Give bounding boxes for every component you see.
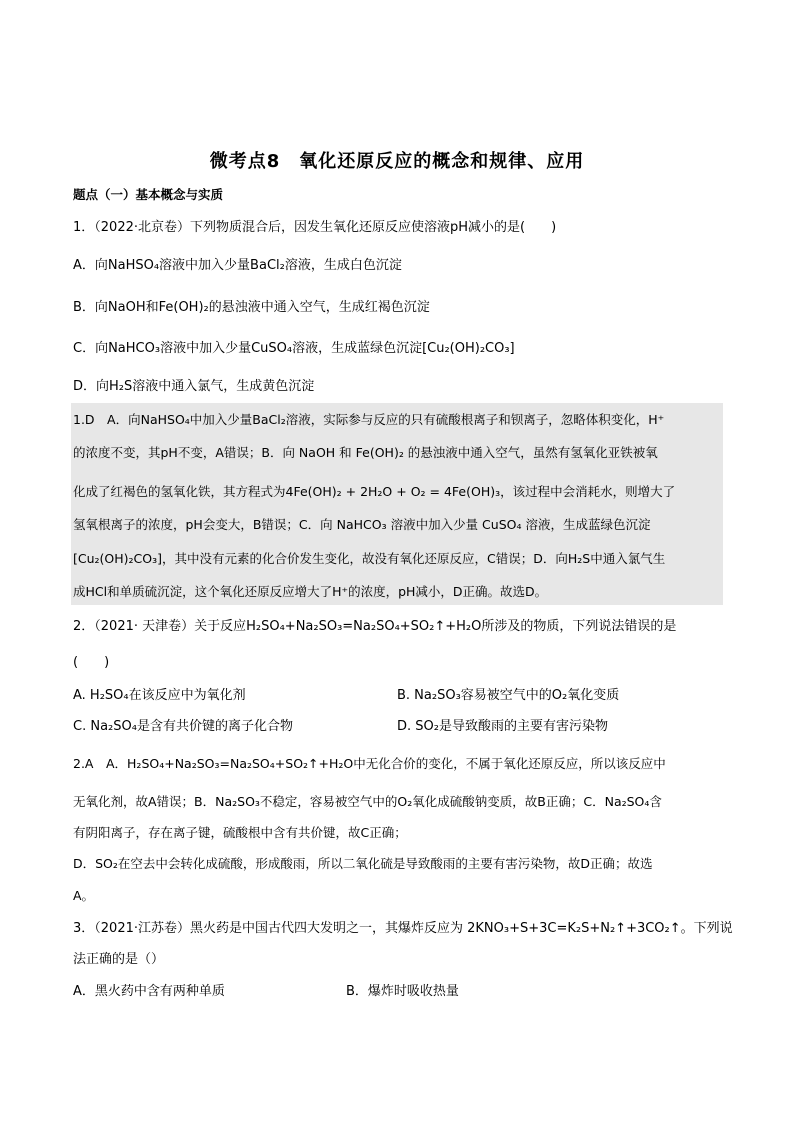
q2-option-d: D. SO₂是导致酸雨的主要有害污染物 bbox=[397, 719, 608, 734]
section-heading: 题点（一）基本概念与实质 bbox=[73, 187, 224, 202]
q2-option-a: A. H₂SO₄在该反应中为氧化剂 bbox=[73, 688, 246, 703]
q3-option-b: B．爆炸时吸收热量 bbox=[346, 984, 459, 999]
q1-stem: 1．（2022·北京卷）下列物质混合后，因发生氧化还原反应使溶液pH减小的是( ) bbox=[73, 220, 557, 235]
q3-option-a: A．黑火药中含有两种单质 bbox=[73, 984, 225, 999]
answer-1-line-3: 化成了红褐色的氢氧化铁，其方程式为4Fe(OH)₂ + 2H₂O + O₂ = 4Fe(OH)₃，该过程中会消耗水，则增大了 bbox=[73, 484, 676, 499]
answer-2-line-2: 无氧化剂，故A错误；B．Na₂SO₃不稳定，容易被空气中的O₂氧化成硫酸钠变质，故B正确；C．Na₂SO₄含 bbox=[73, 794, 662, 809]
q2-paren: ( ) bbox=[73, 655, 110, 670]
q1-option-d: D．向H₂S溶液中通入氯气，生成黄色沉淀 bbox=[73, 379, 315, 394]
q2-stem: 2．（2021· 天津卷）关于反应H₂SO₄+Na₂SO₃=Na₂SO₄+SO₂↑+H₂O所涉及的物质，下列说法错误的是 bbox=[73, 619, 677, 634]
answer-1-line-4: 氢氧根离子的浓度，pH会变大，B错误；C．向 NaHCO₃ 溶液中加入少量 CuSO₄ 溶液，生成蓝绿色沉淀 bbox=[73, 517, 651, 532]
answer-1-line-6: 成HCl和单质硫沉淀，这个氧化还原反应增大了H⁺的浓度，pH减小，D正确。故选D。 bbox=[73, 584, 548, 599]
answer-2-line-3: 有阴阳离子，存在离子键，硫酸根中含有共价键，故C正确； bbox=[73, 825, 407, 840]
q2-option-c: C. Na₂SO₄是含有共价键的离子化合物 bbox=[73, 719, 293, 734]
q3-stem-line-1: 3．（2021·江苏卷）黑火药是中国古代四大发明之一，其爆炸反应为 2KNO₃+S+3C=K₂S+N₂↑+3CO₂↑。下列说 bbox=[73, 921, 733, 936]
answer-1-block bbox=[71, 403, 723, 605]
answer-1-line-1: 1.D A．向NaHSO₄中加入少量BaCl₂溶液，实际参与反应的只有硫酸根离子和钡离子，忽略体积变化，H⁺ bbox=[73, 412, 665, 427]
page-title: 微考点8 氧化还原反应的概念和规律、应用 bbox=[209, 151, 585, 172]
q1-option-b: B．向NaOH和Fe(OH)₂的悬浊液中通入空气，生成红褐色沉淀 bbox=[73, 300, 430, 315]
answer-2-line-4: D．SO₂在空去中会转化成硫酸，形成酸雨，所以二氧化硫是导致酸雨的主要有害污染物，故D正确；故选 bbox=[73, 856, 653, 871]
answer-2-line-5: A。 bbox=[73, 888, 95, 903]
answer-2-line-1: 2.A A．H₂SO₄+Na₂SO₃=Na₂SO₄+SO₂↑+H₂O中无化合价的变化，不属于氧化还原反应，所以该反应中 bbox=[73, 756, 666, 771]
q2-option-b: B. Na₂SO₃容易被空气中的O₂氧化变质 bbox=[397, 688, 620, 703]
q1-option-a: A．向NaHSO₄溶液中加入少量BaCl₂溶液，生成白色沉淀 bbox=[73, 258, 402, 273]
q3-stem-line-2: 法正确的是（） bbox=[73, 952, 165, 967]
answer-1-line-5: [Cu₂(OH)₂CO₃]，其中没有元素的化合价发生变化，故没有氧化还原反应，C错误；D．向H₂S中通入氯气生 bbox=[73, 551, 666, 566]
answer-1-line-2: 的浓度不变，其pH不变，A错误；B．向 NaOH 和 Fe(OH)₂ 的悬浊液中通入空气，虽然有氢氧化亚铁被氧 bbox=[73, 445, 658, 460]
q1-option-c: C．向NaHCO₃溶液中加入少量CuSO₄溶液，生成蓝绿色沉淀[Cu₂(OH)₂CO₃] bbox=[73, 341, 515, 356]
